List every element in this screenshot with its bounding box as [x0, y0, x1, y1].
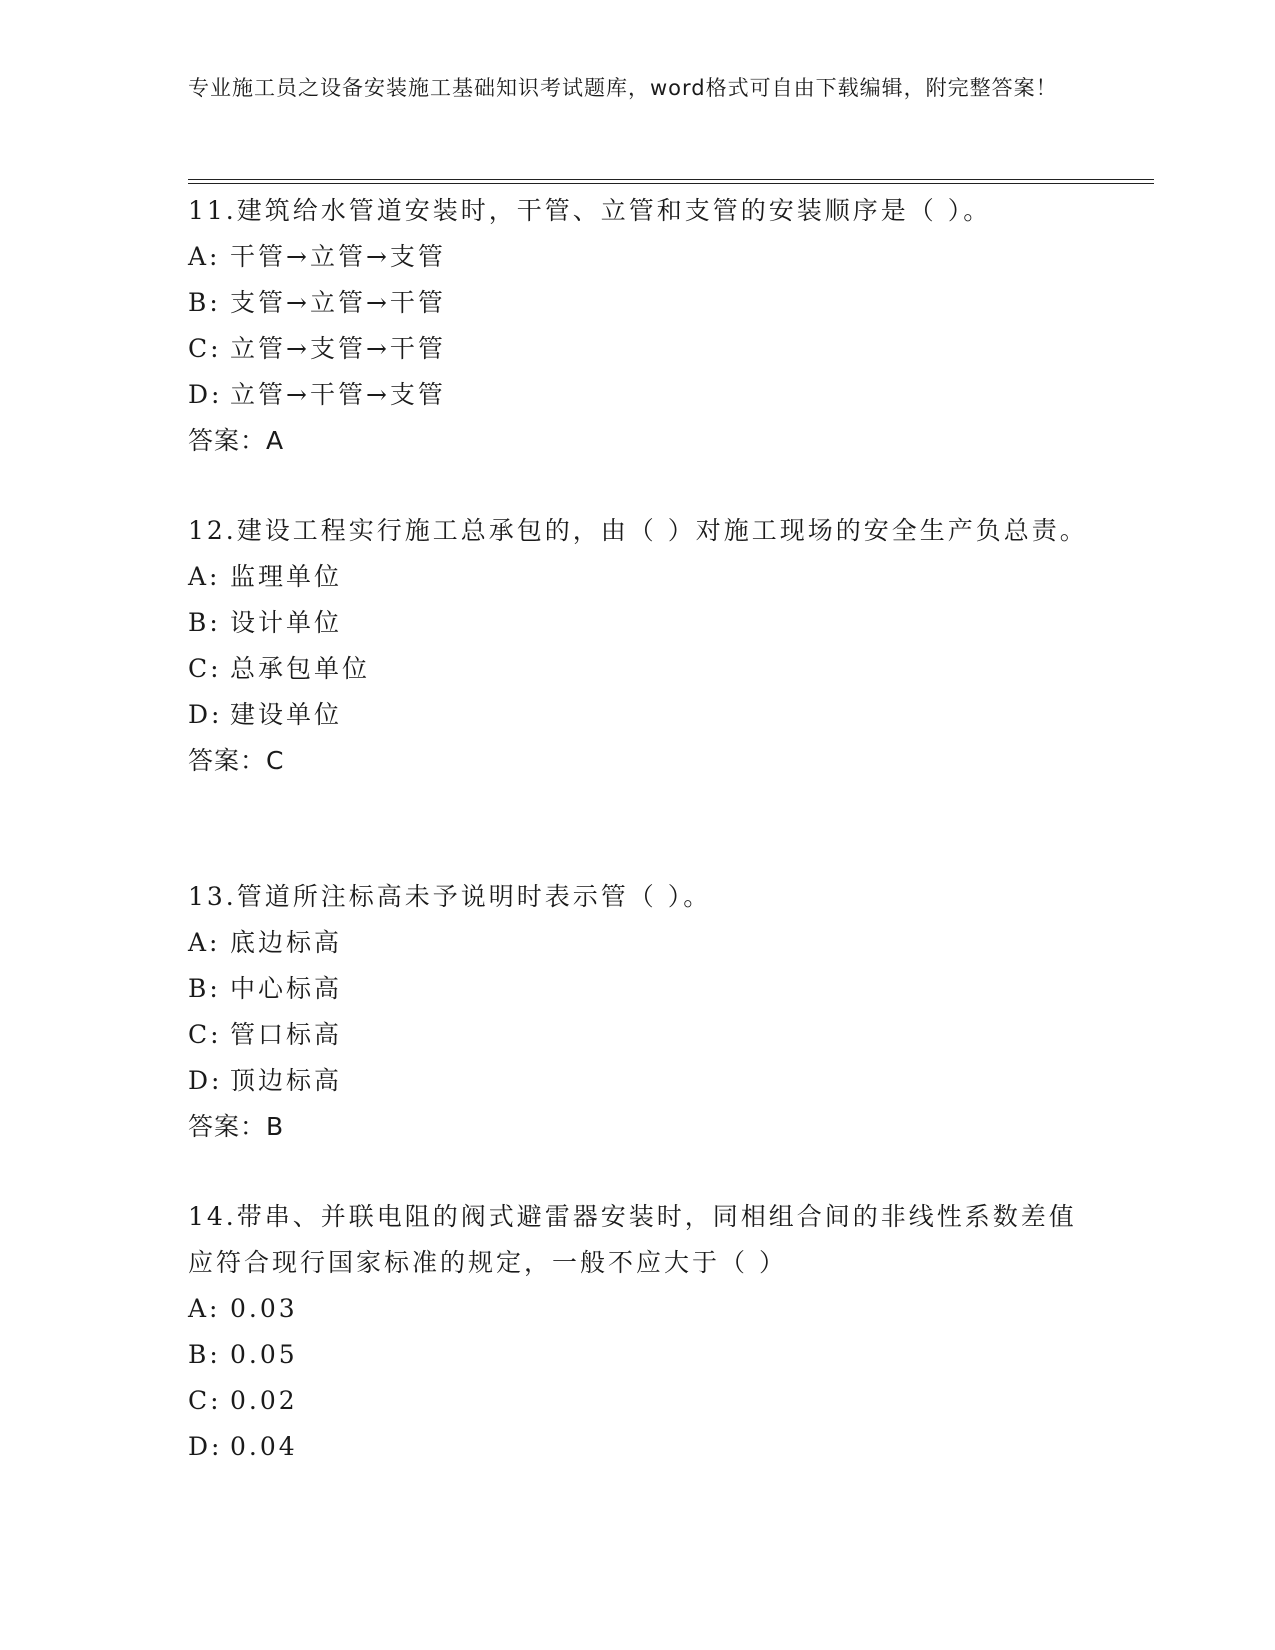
option-key: C:	[188, 1386, 222, 1415]
option-d	[188, 1424, 1088, 1470]
option-a	[188, 920, 1088, 966]
option-key: A:	[188, 242, 221, 271]
question-13	[188, 874, 1088, 1150]
option-b	[188, 280, 1088, 326]
option-key: B:	[188, 288, 221, 317]
answer: 答案：B	[188, 1112, 285, 1141]
option-b	[188, 966, 1088, 1012]
option-text: 中心标高	[230, 974, 343, 1003]
option-key: B:	[188, 974, 221, 1003]
option-text: 设计单位	[230, 608, 343, 637]
option-text: 立管→支管→干管	[230, 334, 446, 363]
option-text: 总承包单位	[230, 654, 371, 683]
option-b	[188, 1332, 1088, 1378]
question-stem: 11.建筑给水管道安装时，干管、立管和支管的安装顺序是（ ）。	[188, 196, 992, 225]
option-key: D:	[188, 1066, 223, 1095]
option-key: C:	[188, 654, 222, 683]
option-a	[188, 1286, 1088, 1332]
option-key: A:	[188, 1294, 221, 1323]
option-b	[188, 600, 1088, 646]
option-c	[188, 646, 1088, 692]
option-text: 0.02	[230, 1386, 298, 1415]
question-14	[188, 1194, 1088, 1470]
option-d	[188, 1058, 1088, 1104]
header-divider-top	[188, 179, 1154, 180]
answer: 答案：C	[188, 746, 285, 775]
option-key: C:	[188, 1020, 222, 1049]
option-key: D:	[188, 1432, 223, 1461]
option-d	[188, 692, 1088, 738]
option-key: C:	[188, 334, 222, 363]
option-key: A:	[188, 928, 221, 957]
option-c	[188, 1012, 1088, 1058]
option-a	[188, 554, 1088, 600]
option-text: 0.05	[230, 1340, 298, 1369]
option-key: D:	[188, 380, 223, 409]
option-key: B:	[188, 608, 221, 637]
document-header: 专业施工员之设备安装施工基础知识考试题库，word格式可自由下载编辑，附完整答案！	[188, 76, 1058, 100]
option-text: 建设单位	[230, 700, 343, 729]
option-a	[188, 234, 1088, 280]
option-text: 底边标高	[230, 928, 343, 957]
option-d	[188, 372, 1088, 418]
option-text: 0.04	[230, 1432, 298, 1461]
option-c	[188, 1378, 1088, 1424]
header-divider-bottom	[188, 183, 1154, 184]
question-stem: 13.管道所注标高未予说明时表示管（ ）。	[188, 882, 712, 911]
option-key: D:	[188, 700, 223, 729]
option-key: B:	[188, 1340, 221, 1369]
option-text: 立管→干管→支管	[230, 380, 446, 409]
question-stem: 14.带串、并联电阻的阀式避雷器安装时，同相组合间的非线性系数差值应符合现行国家标准的规定，一般不应大于（ ）	[188, 1202, 1077, 1277]
option-text: 0.03	[230, 1294, 298, 1323]
option-key: A:	[188, 562, 221, 591]
question-11	[188, 188, 1088, 464]
question-12	[188, 508, 1088, 784]
option-text: 顶边标高	[230, 1066, 343, 1095]
option-text: 管口标高	[230, 1020, 343, 1049]
option-c	[188, 326, 1088, 372]
answer: 答案：A	[188, 426, 285, 455]
option-text: 干管→立管→支管	[230, 242, 446, 271]
option-text: 支管→立管→干管	[230, 288, 446, 317]
question-stem: 12.建设工程实行施工总承包的，由（ ）对施工现场的安全生产负总责。	[188, 516, 1088, 545]
option-text: 监理单位	[230, 562, 343, 591]
